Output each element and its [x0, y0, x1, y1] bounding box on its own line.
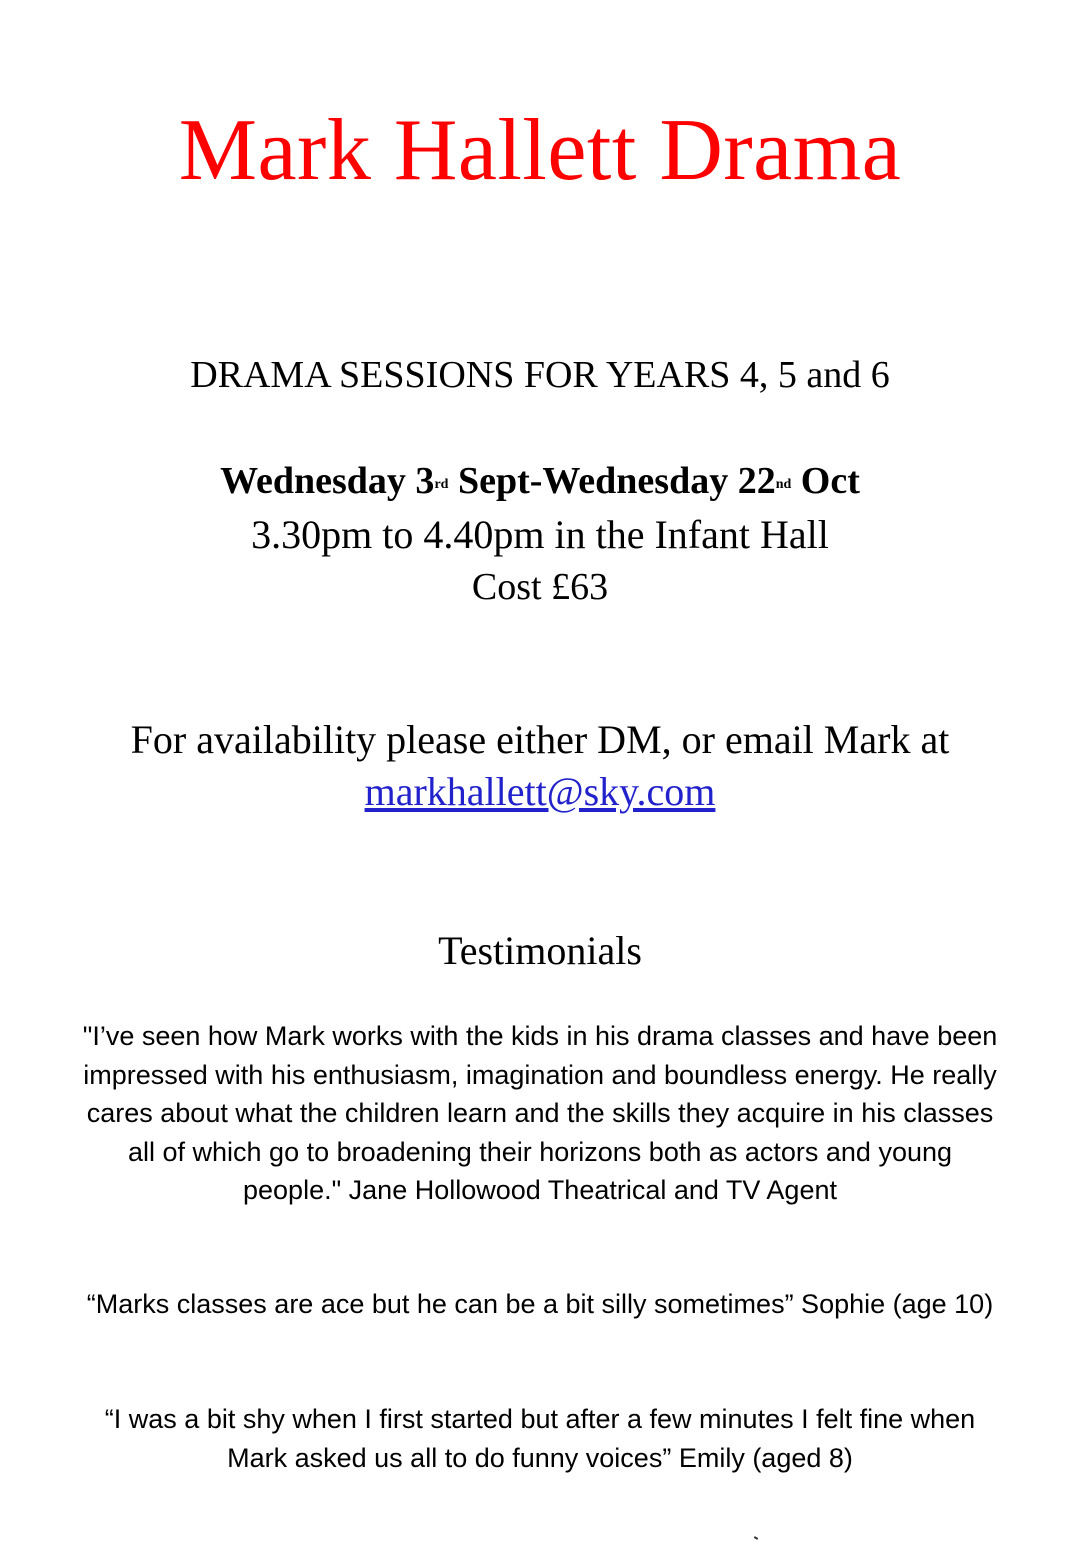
dates-middle: Sept-Wednesday 22 — [448, 460, 776, 502]
stray-mark — [754, 1536, 758, 1540]
dates-end: Oct — [791, 460, 860, 502]
sessions-heading: DRAMA SESSIONS FOR YEARS 4, 5 and 6 — [190, 354, 890, 396]
availability-text: For availability please either DM, or email Mark at — [130, 717, 950, 762]
testimonial-quote: “Marks classes are ace but he can be a bit silly sometimes” Sophie (age 10) — [86, 1289, 994, 1319]
session-cost: Cost £63 — [471, 566, 609, 608]
session-dates — [0, 458, 1080, 504]
testimonial-quote: "I’ve seen how Mark works with the kids in his drama classes and have been impressed with his enthusiasm, imagination and boundless energy. He really cares about what the children learn and the skills they acquire in his classes all of which go to broadening their horizons both as actors and young people." Jane Hollowood Theatrical and TV Agent — [82, 1021, 998, 1205]
testimonial-quote: “I was a bit shy when I first started but after a few minutes I felt fine when Mark asked us all to do funny voices” Emily (aged 8) — [104, 1404, 976, 1473]
dates-start-suffix: rd — [434, 477, 449, 492]
email-link[interactable]: markhallett@sky.com — [364, 769, 716, 814]
page-title: Mark Hallett Drama — [178, 102, 902, 199]
dates-start: Wednesday 3 — [220, 460, 435, 502]
email-line — [0, 766, 1080, 818]
testimonials-heading: Testimonials — [438, 928, 642, 973]
dates-end-suffix: nd — [775, 477, 792, 492]
session-time: 3.30pm to 4.40pm in the Infant Hall — [251, 512, 829, 557]
